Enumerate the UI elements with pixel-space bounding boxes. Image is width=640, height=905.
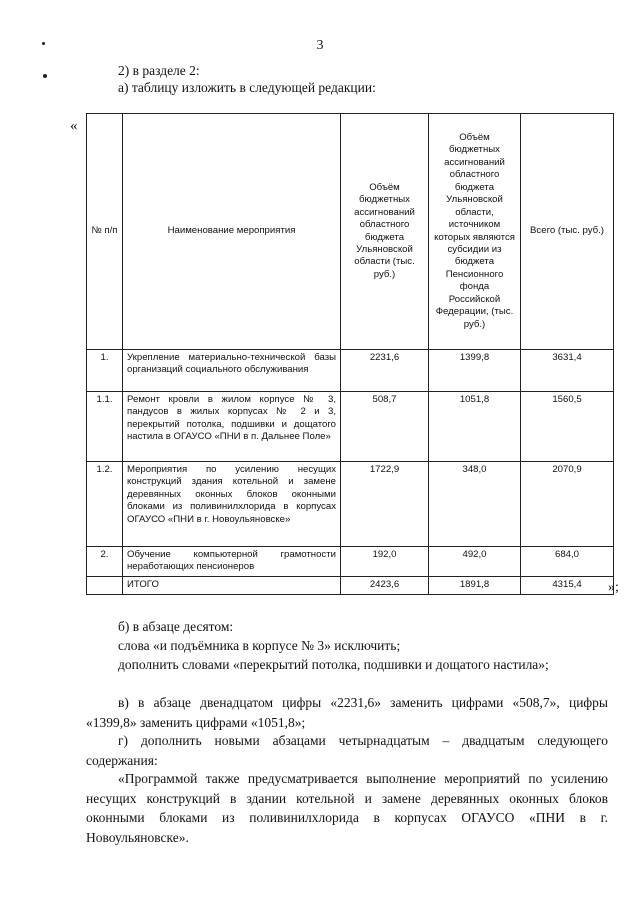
header-total: Всего (тыс. руб.)	[521, 114, 614, 350]
row-total: 4315,4	[521, 576, 614, 594]
table-header-row	[87, 114, 614, 350]
row-regional: 1722,9	[341, 462, 429, 547]
paragraph-program: «Программой также предусматривается выполнение мероприятий по усилению несущих конструкций в здании котельной и замене деревянных оконных блоков оконными блоками из поливинилхлорида в корпусах ОГАУСО «ПНИ в г. Новоульяновске».	[86, 771, 608, 845]
row-name: Мероприятия по усилению несущих конструкций здания котельной и замене деревянных оконных блоков оконными блоками из поливинилхлорида в корпусах ОГАУСО «ПНИ в г. Новоульяновске»	[123, 462, 341, 547]
margin-mark	[42, 42, 45, 45]
paragraph-words-remove: слова «и подъёмника в корпусе № 3» исключить;	[118, 638, 401, 653]
row-pension: 492,0	[429, 547, 521, 577]
row-name: Обучение компьютерной грамотности неработающих пенсионеров	[123, 547, 341, 577]
header-regional-budget: Объём бюджетных ассигнований областного бюджета Ульяновской области (тыс. руб.)	[341, 114, 429, 350]
header-pension-fund: Объём бюджетных ассигнований областного бюджета Ульяновской области, источником которых являются субсидии из бюджета Пенсионного фонда Российской Федерации, (тыс. руб.)	[429, 114, 521, 350]
row-regional: 192,0	[341, 547, 429, 577]
row-pension: 1051,8	[429, 392, 521, 462]
paragraph-g: г) дополнить новыми абзацами четырнадцатым – двадцатым следующего содержания:	[86, 733, 608, 768]
table-row	[87, 462, 614, 547]
opening-quote: «	[70, 118, 78, 134]
row-number	[87, 576, 123, 594]
header-name: Наименование мероприятия	[123, 114, 341, 350]
row-total: 684,0	[521, 547, 614, 577]
row-number: 1.	[87, 350, 123, 392]
row-regional: 2231,6	[341, 350, 429, 392]
row-pension: 1891,8	[429, 576, 521, 594]
row-number: 1.2.	[87, 462, 123, 547]
row-total: 1560,5	[521, 392, 614, 462]
row-number: 1.1.	[87, 392, 123, 462]
header-number: № п/п	[87, 114, 123, 350]
row-name: Ремонт кровли в жилом корпусе № 3, пандусов в жилых корпусах № 2 и 3, перекрытий потолка, подшивки и дощатого настила в ОГАУСО «ПНИ в п. Дальнее Поле»	[123, 392, 341, 462]
row-pension: 348,0	[429, 462, 521, 547]
table-row	[87, 350, 614, 392]
page-number: 3	[316, 38, 324, 53]
table-row	[87, 392, 614, 462]
table-row	[87, 547, 614, 577]
paragraph-add-words: дополнить словами «перекрытий потолка, подшивки и дощатого настила»;	[118, 657, 549, 672]
row-number: 2.	[87, 547, 123, 577]
closing-quote: »;	[608, 580, 619, 595]
table-total-row	[87, 576, 614, 594]
row-regional: 508,7	[341, 392, 429, 462]
intro-line-1: 2) в разделе 2:	[118, 63, 200, 78]
row-regional: 2423,6	[341, 576, 429, 594]
paragraph-b: б) в абзаце десятом:	[118, 619, 234, 634]
margin-mark	[43, 74, 47, 78]
intro-line-2: а) таблицу изложить в следующей редакции:	[118, 80, 376, 95]
measures-table	[86, 113, 614, 595]
row-total: 2070,9	[521, 462, 614, 547]
row-pension: 1399,8	[429, 350, 521, 392]
row-name: ИТОГО	[123, 576, 341, 594]
paragraph-v: в) в абзаце двенадцатом цифры «2231,6» заменить цифрами «508,7», цифры «1399,8» заменить цифрами «1051,8»;	[86, 695, 608, 730]
row-total: 3631,4	[521, 350, 614, 392]
row-name: Укрепление материально-технической базы организаций социального обслуживания	[123, 350, 341, 392]
